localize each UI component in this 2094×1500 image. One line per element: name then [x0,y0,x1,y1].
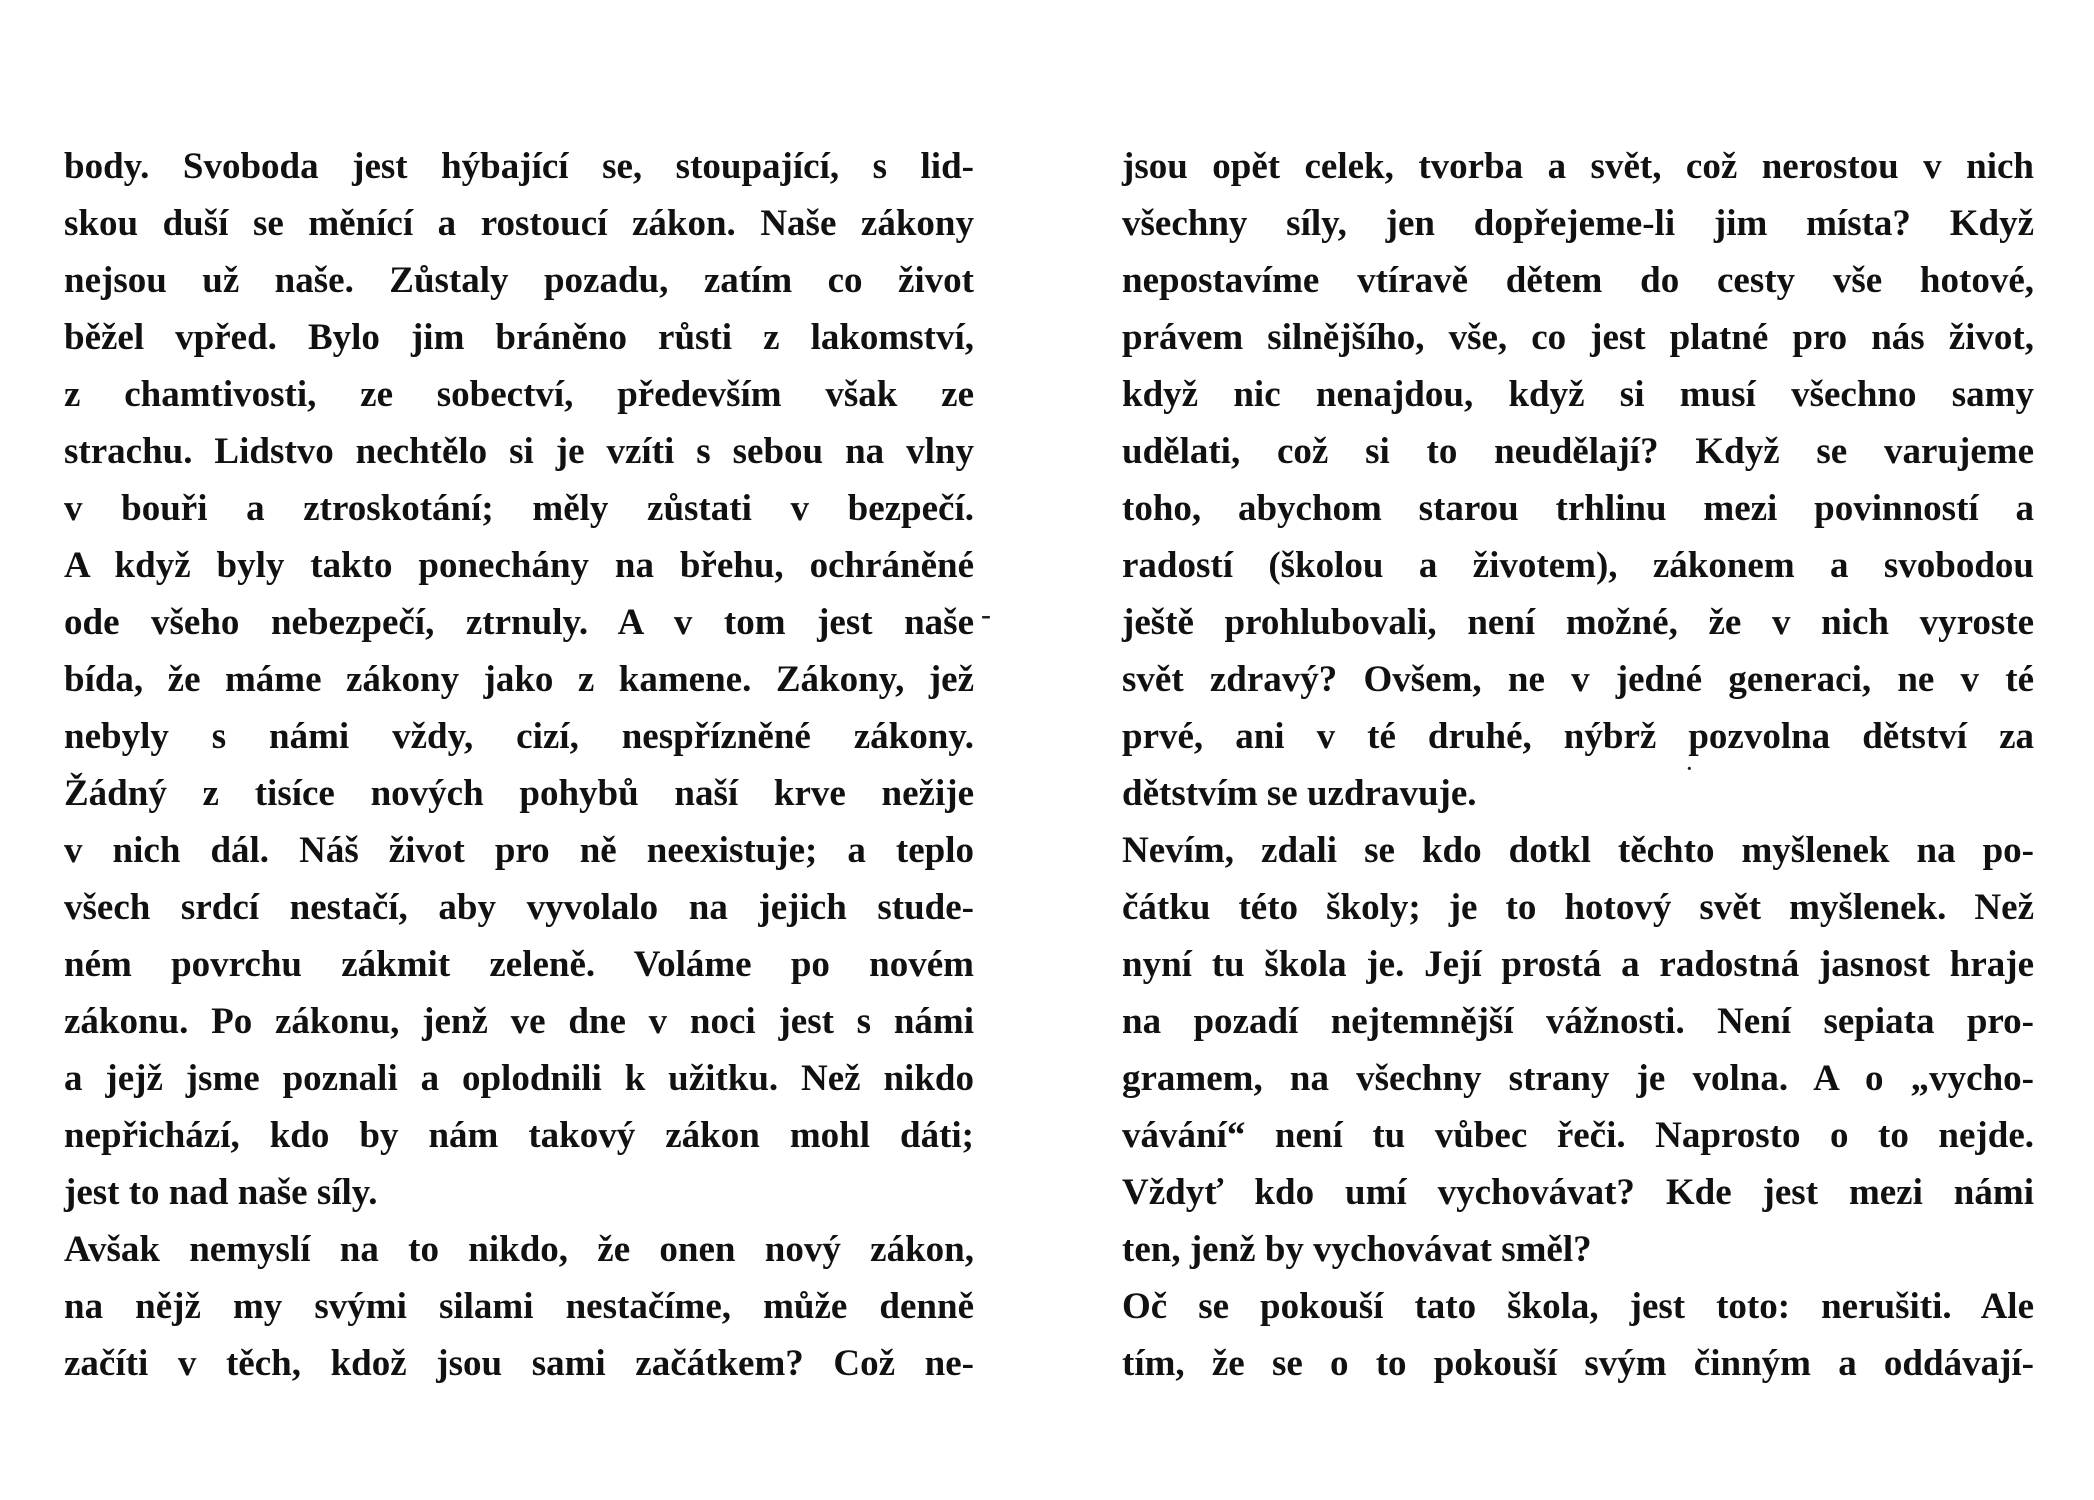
text-line: začíti v těch, kdož jsou sami začátkem? Což ne- [64,1343,974,1384]
text-line: nebyly s námi vždy, cizí, nespřízněné zákony. [64,716,974,757]
left-page-text [64,138,974,1392]
paragraph-end-line: jest to nad naše síly. [64,1172,378,1213]
text-line: z chamtivosti, ze sobectví, především však ze [64,374,974,415]
text-line: čátku této školy; je to hotový svět myšlenek. Než [1122,887,2034,928]
text-line: tím, že se o to pokouší svým činným a oddávají- [1122,1343,2034,1384]
text-line: svět zdravý? Ovšem, ne v jedné generaci, ne v té [1122,659,2034,700]
text-line: skou duší se měnící a rostoucí zákon. Naše zákony [64,203,974,244]
text-line: nepostavíme vtíravě dětem do cesty vše hotové, [1122,260,2034,301]
text-line: a jejž jsme poznali a oplodnili k užitku. Než nikdo [64,1058,974,1099]
page-speck: · [1686,758,1693,780]
text-line: v nich dál. Náš život pro ně neexistuje; a teplo [64,830,974,871]
paragraph-end-line: dětstvím se uzdravuje. [1122,773,1477,814]
text-line: Avšak nemyslí na to nikdo, že onen nový zákon, [64,1229,974,1270]
text-line: v bouři a ztroskotání; měly zůstati v bezpečí. [64,488,974,529]
text-line: prvé, ani v té druhé, nýbrž pozvolna dětství za [1122,716,2034,757]
text-line: udělati, což si to neudělají? Když se varujeme [1122,431,2034,472]
text-line: radostí (školou a životem), zákonem a svobodou [1122,545,2034,586]
text-line: Oč se pokouší tato škola, jest toto: nerušiti. Ale [1122,1286,2034,1327]
text-line: běžel vpřed. Bylo jim bráněno růsti z lakomství, [64,317,974,358]
paragraph-end-line: ten, jenž by vychovávat směl? [1122,1229,1592,1270]
text-line: nejsou už naše. Zůstaly pozadu, zatím co život [64,260,974,301]
text-line: nyní tu škola je. Její prostá a radostná jasnost hraje [1122,944,2034,985]
text-line: jsou opět celek, tvorba a svět, což nerostou v nich [1122,146,2034,187]
text-line: zákonu. Po zákonu, jenž ve dne v noci jest s námi [64,1001,974,1042]
margin-mark: - [981,598,991,631]
text-line: Žádný z tisíce nových pohybů naší krve nežije [64,773,974,814]
text-line: nepřichází, kdo by nám takový zákon mohl dáti; [64,1115,974,1156]
text-line: body. Svoboda jest hýbající se, stoupající, s lid- [64,146,974,187]
text-line: na pozadí nejtemnější vážnosti. Není sepiata pro- [1122,1001,2034,1042]
text-line: když nic nenajdou, když si musí všechno samy [1122,374,2034,415]
text-line: gramem, na všechny strany je volna. A o „vycho- [1122,1058,2034,1099]
text-line: toho, abychom starou trhlinu mezi povinností a [1122,488,2034,529]
text-line: A když byly takto ponechány na břehu, ochráněné [64,545,974,586]
text-line: všech srdcí nestačí, aby vyvolalo na jejich stude- [64,887,974,928]
text-line: vávání“ není tu vůbec řeči. Naprosto o to nejde. [1122,1115,2034,1156]
text-line: ode všeho nebezpečí, ztrnuly. A v tom jest naše [64,602,974,643]
text-line: Nevím, zdali se kdo dotkl těchto myšlenek na po- [1122,830,2034,871]
text-line: strachu. Lidstvo nechtělo si je vzíti s sebou na vlny [64,431,974,472]
text-line: Vždyť kdo umí vychovávat? Kde jest mezi námi [1122,1172,2034,1213]
text-line: právem silnějšího, vše, co jest platné pro nás život, [1122,317,2034,358]
text-line: bída, že máme zákony jako z kamene. Zákony, jež [64,659,974,700]
text-line: ném povrchu zákmit zeleně. Voláme po novém [64,944,974,985]
text-line: na nějž my svými silami nestačíme, může denně [64,1286,974,1327]
text-line: všechny síly, jen dopřejeme-li jim místa? Když [1122,203,2034,244]
right-page-text [1122,138,2034,1392]
text-line: ještě prohlubovali, není možné, že v nich vyroste [1122,602,2034,643]
